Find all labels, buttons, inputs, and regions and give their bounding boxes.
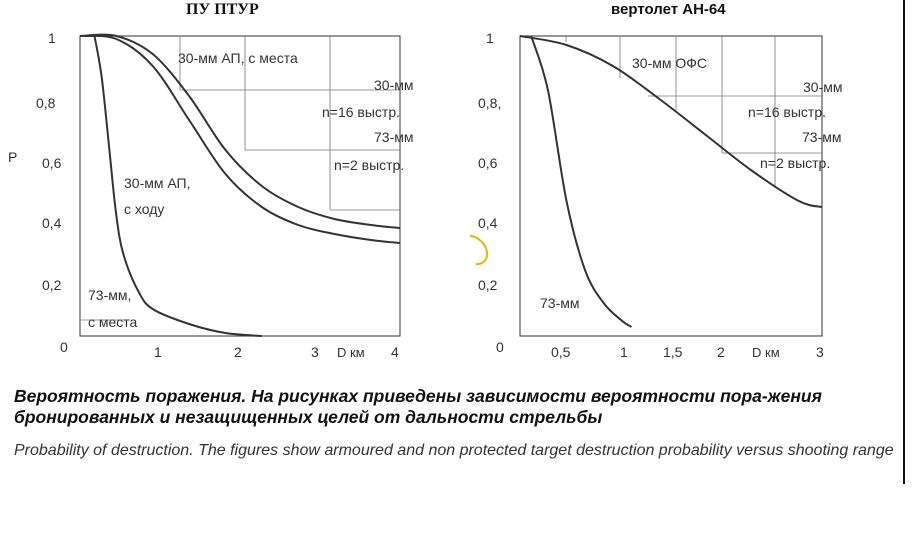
left-y-tick-label: 1 <box>48 30 56 46</box>
right-y-tick-label: 0,2 <box>478 277 498 293</box>
page-border <box>903 0 905 484</box>
left-annotation: 30-мм АП, с места <box>178 50 298 66</box>
right-x-tick-label: 1 <box>620 344 628 360</box>
right-annotation: 73-мм <box>540 295 580 311</box>
left-x-tick-label: 4 <box>391 344 399 360</box>
right-y-tick-label: 0 <box>496 339 504 355</box>
left-annotation: 73-мм, <box>88 287 132 303</box>
right-y-tick-label: 0,4 <box>478 215 498 231</box>
left-annotation: n=16 выстр. <box>322 104 401 120</box>
left-y-tick-label: 0,2 <box>42 277 62 293</box>
right-annotation: 73-мм <box>802 129 842 145</box>
right-y-tick-label: 0,6 <box>478 155 498 171</box>
left-x-tick-label: 2 <box>234 344 242 360</box>
left-annotation: с места <box>88 314 138 330</box>
right-annotation: 30-мм <box>803 79 843 95</box>
left-y-tick-label: 0,4 <box>42 215 62 231</box>
left-annotation: 30-мм <box>374 77 414 93</box>
right-x-tick-label: 2 <box>717 344 725 360</box>
caption-russian: Вероятность поражения. На рисунках приведены зависимости вероятности пора-жения бронированных и незащищенных целей от дальности стрельбы <box>14 386 822 427</box>
right-y-tick-label: 1 <box>486 30 494 46</box>
left-x-tick-label: 1 <box>154 344 162 360</box>
left-annotation: 73-мм <box>374 129 414 145</box>
caption-english: Probability of destruction. The figures show armoured and non protected target destruction probability versus shooting range <box>14 442 894 459</box>
left-annotation: 30-мм АП, <box>124 175 191 191</box>
right-x-tick-label: 0,5 <box>551 344 571 360</box>
right-x-tick-label: 1,5 <box>663 344 683 360</box>
left-x-tick-label: 3 <box>311 344 319 360</box>
left-annotation: n=2 выстр. <box>334 157 405 173</box>
left-y-axis-label: P <box>8 149 18 165</box>
chart-title-left: ПУ ПТУР <box>186 1 259 18</box>
left-y-tick-label: 0 <box>60 339 68 355</box>
left-y-tick-label: 0,8 <box>36 95 56 111</box>
right-y-tick-label: 0,8, <box>478 95 502 111</box>
right-x-axis-label: D км <box>752 345 780 360</box>
left-annotation: с ходу <box>124 201 165 217</box>
left-y-tick-label: 0,6 <box>42 155 62 171</box>
left-x-axis-label: D км <box>337 345 365 360</box>
right-annotation: n=16 выстр. <box>748 104 827 120</box>
chart-title-right: вертолет АН-64 <box>611 1 726 18</box>
right-annotation: 30-мм ОФС <box>632 55 708 71</box>
right-annotation: n=2 выстр. <box>760 155 831 171</box>
right-x-tick-label: 3 <box>816 344 824 360</box>
